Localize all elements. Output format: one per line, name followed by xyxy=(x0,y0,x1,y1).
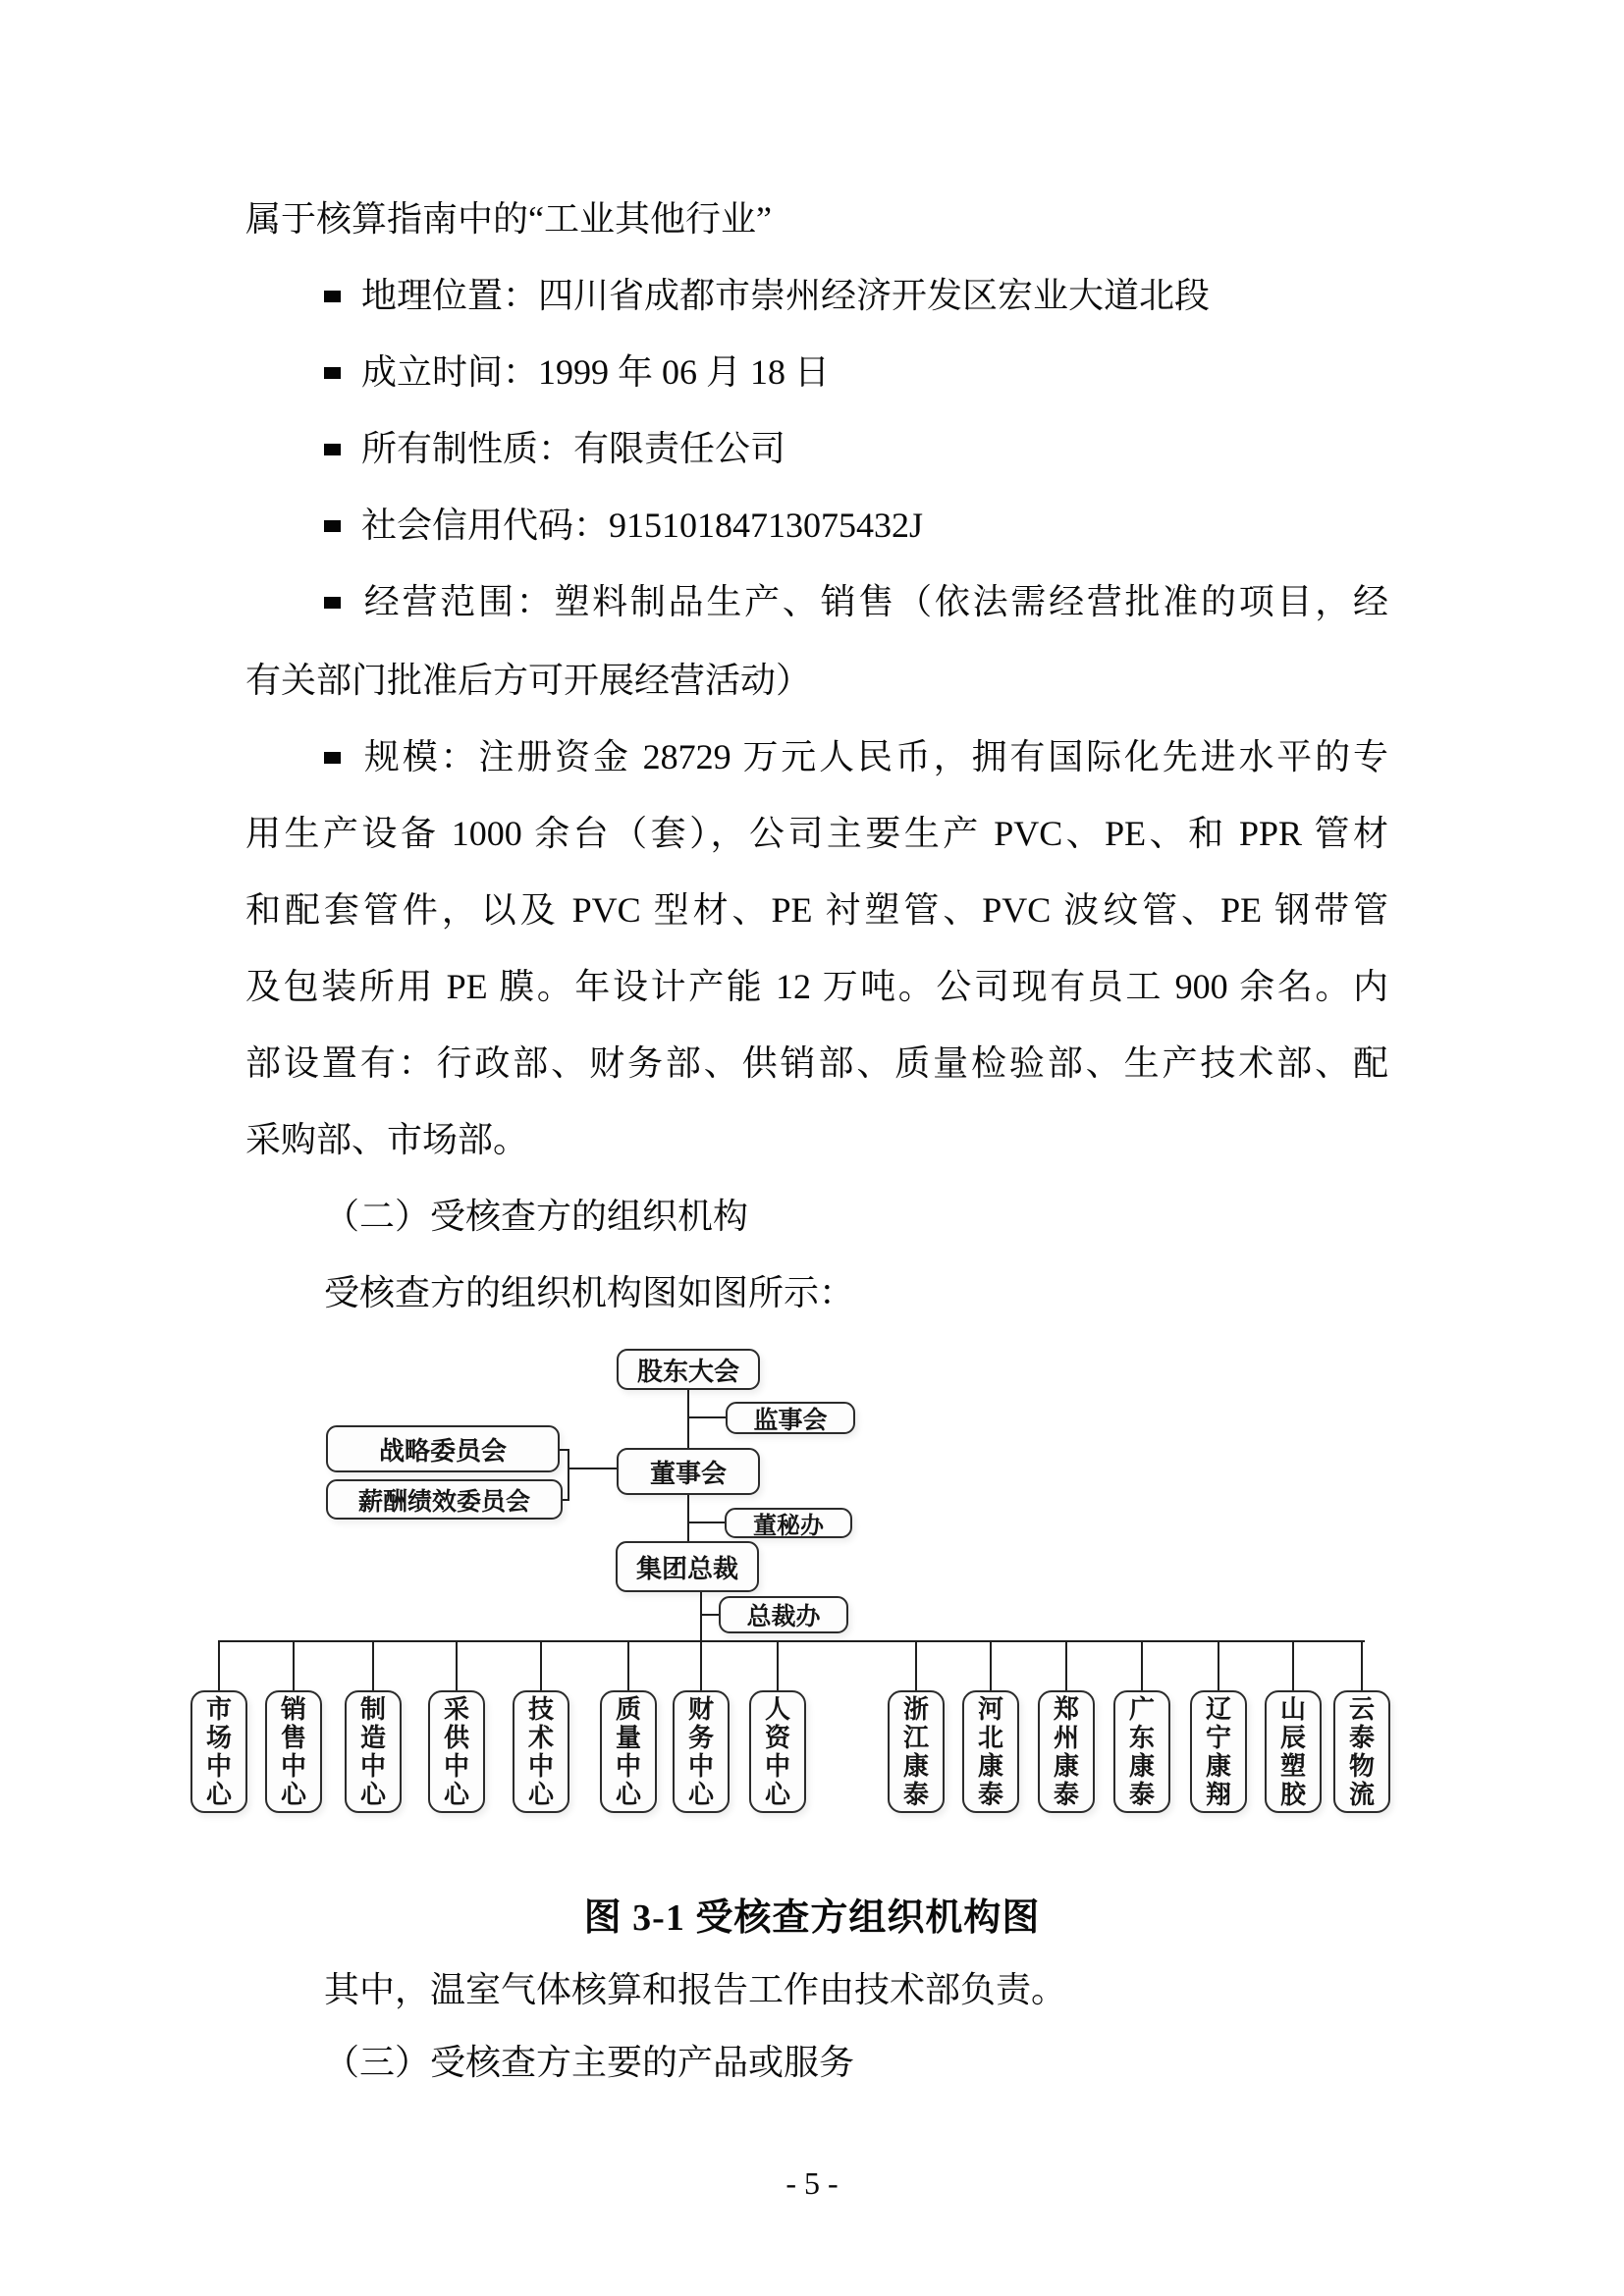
body-line: 部设置有：行政部、财务部、供销部、质量检验部、生产技术部、配 xyxy=(245,1043,1388,1083)
body-line: 采购部、市场部。 xyxy=(245,1120,529,1159)
dept-label: 市场中心 xyxy=(205,1693,232,1809)
connector-drop-line xyxy=(1218,1641,1219,1691)
org-dept-quality-center xyxy=(600,1690,657,1813)
body-line: 有关部门批准后方可开展经营活动） xyxy=(245,661,812,700)
body-line: 其中，温室气体核算和报告工作由技术部负责。 xyxy=(324,1970,1067,2009)
connector-drop-line xyxy=(915,1641,917,1691)
bullet-square-icon xyxy=(324,291,341,302)
org-dept-sales-center xyxy=(265,1690,322,1813)
org-node-shareholders-meeting: 股东大会 xyxy=(617,1349,760,1390)
dept-label: 财务中心 xyxy=(687,1693,714,1809)
body-line: 属于核算指南中的“工业其他行业” xyxy=(245,199,772,239)
connector-drop-line xyxy=(372,1641,374,1691)
connector-drop-line xyxy=(627,1641,629,1691)
connector-line xyxy=(560,1449,569,1451)
org-node-compensation-performance-committee: 薪酬绩效委员会 xyxy=(326,1479,563,1520)
connector-drop-line xyxy=(218,1641,220,1691)
bullet-line-scale xyxy=(324,733,1388,780)
org-dept-hr-center xyxy=(749,1690,806,1813)
bullet-line-business-scope xyxy=(324,578,1388,625)
bullet-square-icon xyxy=(324,520,341,532)
dept-label: 郑州康泰 xyxy=(1053,1693,1079,1809)
bullet-text: 规模：注册资金 28729 万元人民币，拥有国际化先进水平的专 xyxy=(361,737,1388,776)
section-heading-3: （三）受核查方主要的产品或服务 xyxy=(324,2043,855,2082)
connector-line xyxy=(568,1449,569,1501)
connector-drop-line xyxy=(293,1641,295,1691)
body-line: 受核查方的组织机构图如图所示： xyxy=(324,1273,855,1312)
bullet-text: 经营范围：塑料制品生产、销售（依法需经营批准的项目，经 xyxy=(361,582,1388,621)
dept-label: 销售中心 xyxy=(280,1693,306,1809)
connector-drop-line xyxy=(990,1641,992,1691)
connector-line xyxy=(563,1499,569,1501)
org-dept-finance-center xyxy=(673,1690,730,1813)
org-node-president-office: 总裁办 xyxy=(719,1596,848,1633)
org-dept-marketing-center xyxy=(190,1690,247,1813)
bullet-text: 所有制性质：有限责任公司 xyxy=(361,429,786,468)
dept-label: 广东康泰 xyxy=(1128,1693,1155,1809)
dept-label: 质量中心 xyxy=(615,1693,641,1809)
connector-drop-line xyxy=(540,1641,542,1691)
body-line: 及包装所用 PE 膜。年设计产能 12 万吨。公司现有员工 900 余名。内 xyxy=(245,967,1388,1006)
bullet-line-location xyxy=(324,272,1210,319)
org-node-group-president: 集团总裁 xyxy=(616,1541,759,1592)
dept-label: 山辰塑胶 xyxy=(1279,1693,1306,1809)
body-line: 和配套管件，以及 PVC 型材、PE 衬塑管、PVC 波纹管、PE 钢带管 xyxy=(245,890,1388,930)
org-node-supervisory-board: 监事会 xyxy=(726,1402,855,1434)
org-sub-liaoning-kangxiang xyxy=(1190,1690,1247,1813)
bullet-line-founded xyxy=(324,348,830,396)
section-heading-2: （二）受核查方的组织机构 xyxy=(324,1197,749,1236)
org-sub-hebei-kangtai xyxy=(962,1690,1019,1813)
bullet-square-icon xyxy=(324,597,341,609)
org-sub-yuntai-logistics xyxy=(1333,1690,1390,1813)
connector-drop-line xyxy=(1065,1641,1067,1691)
bullet-text: 地理位置：四川省成都市崇州经济开发区宏业大道北段 xyxy=(361,276,1211,315)
connector-line xyxy=(568,1468,619,1469)
connector-line xyxy=(688,1522,727,1523)
connector-drop-line xyxy=(456,1641,458,1691)
org-sub-guangdong-kangtai xyxy=(1113,1690,1170,1813)
dept-label: 采供中心 xyxy=(443,1693,469,1809)
dept-label: 云泰物流 xyxy=(1348,1693,1375,1809)
dept-label: 技术中心 xyxy=(527,1693,554,1809)
dept-label: 浙江康泰 xyxy=(902,1693,929,1809)
bullet-text: 成立时间：1999 年 06 月 18 日 xyxy=(361,352,831,392)
connector-trunk-line xyxy=(218,1640,1365,1642)
bullet-line-ownership xyxy=(324,425,785,472)
org-node-strategy-committee: 战略委员会 xyxy=(326,1425,560,1472)
org-sub-zhejiang-kangtai xyxy=(888,1690,945,1813)
org-sub-shanchen-plastics xyxy=(1265,1690,1322,1813)
org-node-board-secretary-office: 董秘办 xyxy=(725,1508,852,1538)
org-node-board-of-directors: 董事会 xyxy=(617,1448,760,1495)
connector-line xyxy=(687,1389,689,1449)
dept-label: 制造中心 xyxy=(359,1693,386,1809)
bullet-square-icon xyxy=(324,444,341,455)
org-dept-technology-center xyxy=(513,1690,569,1813)
connector-drop-line xyxy=(1141,1641,1143,1691)
connector-line xyxy=(688,1416,728,1418)
connector-drop-line xyxy=(1361,1641,1363,1691)
bullet-line-credit-code xyxy=(324,502,923,549)
org-dept-procurement-center xyxy=(428,1690,485,1813)
connector-drop-line xyxy=(1292,1641,1294,1691)
connector-line xyxy=(687,1494,689,1542)
bullet-square-icon xyxy=(324,752,341,764)
dept-label: 河北康泰 xyxy=(977,1693,1003,1809)
dept-label: 辽宁康翔 xyxy=(1205,1693,1231,1809)
connector-line xyxy=(700,1591,702,1642)
bullet-text: 社会信用代码：91510184713075432J xyxy=(361,506,924,545)
figure-caption: 图 3-1 受核查方组织机构图 xyxy=(583,1897,1041,1939)
org-dept-manufacturing-center xyxy=(345,1690,402,1813)
bullet-square-icon xyxy=(324,367,341,379)
connector-drop-line xyxy=(777,1641,779,1691)
connector-drop-line xyxy=(700,1641,702,1691)
dept-label: 人资中心 xyxy=(764,1693,790,1809)
connector-line xyxy=(701,1614,721,1616)
org-sub-zhengzhou-kangtai xyxy=(1038,1690,1095,1813)
page-number: - 5 - xyxy=(785,2165,839,2201)
body-line: 用生产设备 1000 余台（套），公司主要生产 PVC、PE、和 PPR 管材 xyxy=(245,814,1388,853)
